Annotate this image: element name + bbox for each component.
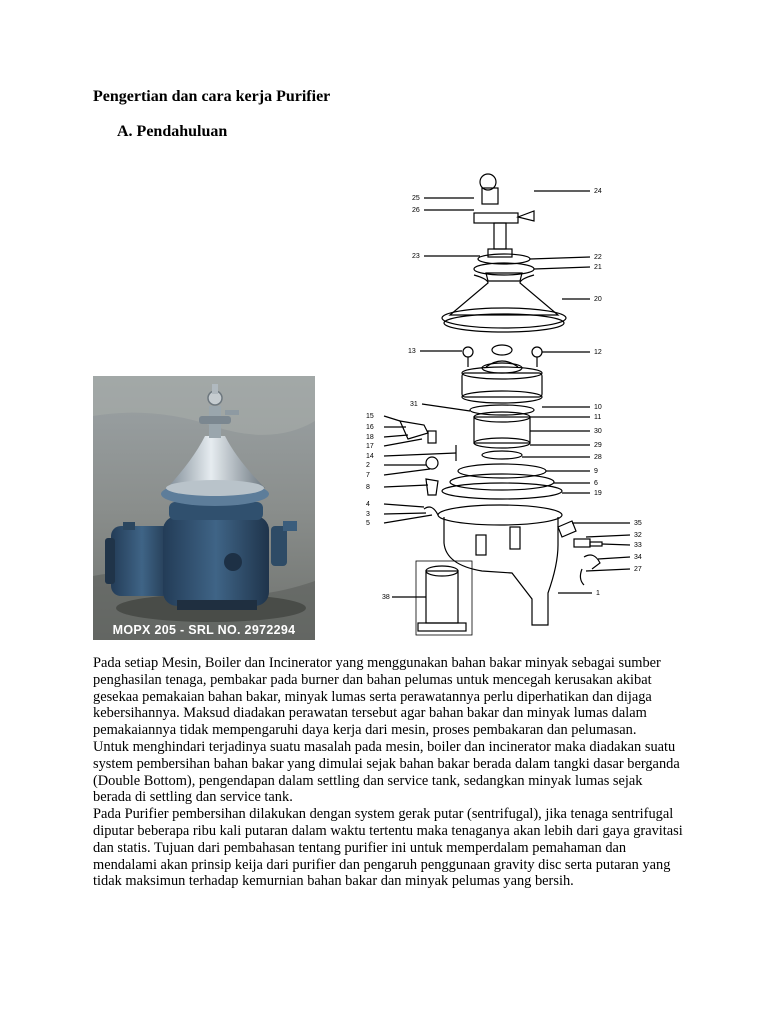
svg-text:15: 15 (366, 413, 374, 420)
svg-text:11: 11 (594, 414, 602, 421)
svg-text:8: 8 (366, 484, 370, 491)
paragraph: Untuk menghindari terjadinya suatu masalah pada mesin, boiler dan incinerator maka diadakan suatu system pembersihan bahan bakar yang dimulai sejak bahan bakar berada dalam tangki dasar berganda (Double Bottom), pengendapan dalam settling dan service tank, sedangkan minyak lumas sejak berada di settling dan service tank. (93, 738, 680, 806)
document-title: Pengertian dan cara kerja Purifier (93, 88, 331, 105)
svg-text:27: 27 (634, 566, 642, 573)
svg-text:35: 35 (634, 520, 642, 527)
svg-text:5: 5 (366, 520, 370, 527)
svg-text:24: 24 (594, 188, 602, 195)
svg-text:31: 31 (410, 401, 418, 408)
svg-text:29: 29 (594, 442, 602, 449)
svg-text:7: 7 (366, 472, 370, 479)
svg-text:13: 13 (408, 348, 416, 355)
svg-text:34: 34 (634, 554, 642, 561)
svg-text:3: 3 (366, 511, 370, 518)
svg-text:10: 10 (594, 404, 602, 411)
svg-text:19: 19 (594, 490, 602, 497)
svg-text:33: 33 (634, 542, 642, 549)
paragraph: Pada Purifier pembersihan dilakukan dengan system gerak putar (sentrifugal), jika tenaga sentrifugal diputar beberapa ribu kali putaran dalam waktu tertentu maka tenaganya akan lebih dari gaya gravitasi dan statis. Tujuan dari pembahasan tentang purifier ini untuk memperdalam pemahaman dan mendalami akan prinsip keija dari purifier dan pengaruh penggunaan gravity disc serta putaran yang tidak maksimun terhadap kemurnian bahan bakar dan minyak pelumas yang bersih. (93, 806, 683, 890)
svg-text:26: 26 (412, 207, 420, 214)
svg-text:38: 38 (382, 594, 390, 601)
svg-text:23: 23 (412, 253, 420, 260)
svg-text:21: 21 (594, 264, 602, 271)
body-text (93, 655, 683, 890)
svg-text:18: 18 (366, 434, 374, 441)
svg-text:22: 22 (594, 254, 602, 261)
svg-text:20: 20 (594, 296, 602, 303)
photo-caption: MOPX 205 - SRL NO. 2972294 (112, 623, 296, 637)
svg-text:25: 25 (412, 195, 420, 202)
svg-text:4: 4 (366, 501, 370, 508)
section-heading: A. Pendahuluan (117, 123, 228, 140)
svg-text:2: 2 (366, 462, 370, 469)
svg-text:12: 12 (594, 349, 602, 356)
purifier-photo (93, 376, 315, 640)
svg-text:17: 17 (366, 443, 374, 450)
svg-text:32: 32 (634, 532, 642, 539)
svg-text:28: 28 (594, 454, 602, 461)
svg-text:1: 1 (596, 590, 600, 597)
svg-text:6: 6 (594, 480, 598, 487)
purifier-exploded-diagram (362, 155, 662, 645)
svg-text:30: 30 (594, 428, 602, 435)
svg-text:9: 9 (594, 468, 598, 475)
svg-text:14: 14 (366, 453, 374, 460)
paragraph: Pada setiap Mesin, Boiler dan Incinerator yang menggunakan bahan bakar minyak sebagai sumber penghasilan tenaga, pembakar pada burner dan bahan pelumas untuk mencegah kerusakan akibat gesekaa pemakaian bahan bakar, minyak lumas serta perawatannya perlu diperhatikan dan dijaga kebersihannya. Maksud diadakan perawatan tersebut agar bahan bakar dan minyak lumas dalam pemakaiannya tidak mempengaruhi daya kerja dari mesin, proses pembakaran dan pelumasan. (93, 655, 661, 739)
svg-text:16: 16 (366, 424, 374, 431)
